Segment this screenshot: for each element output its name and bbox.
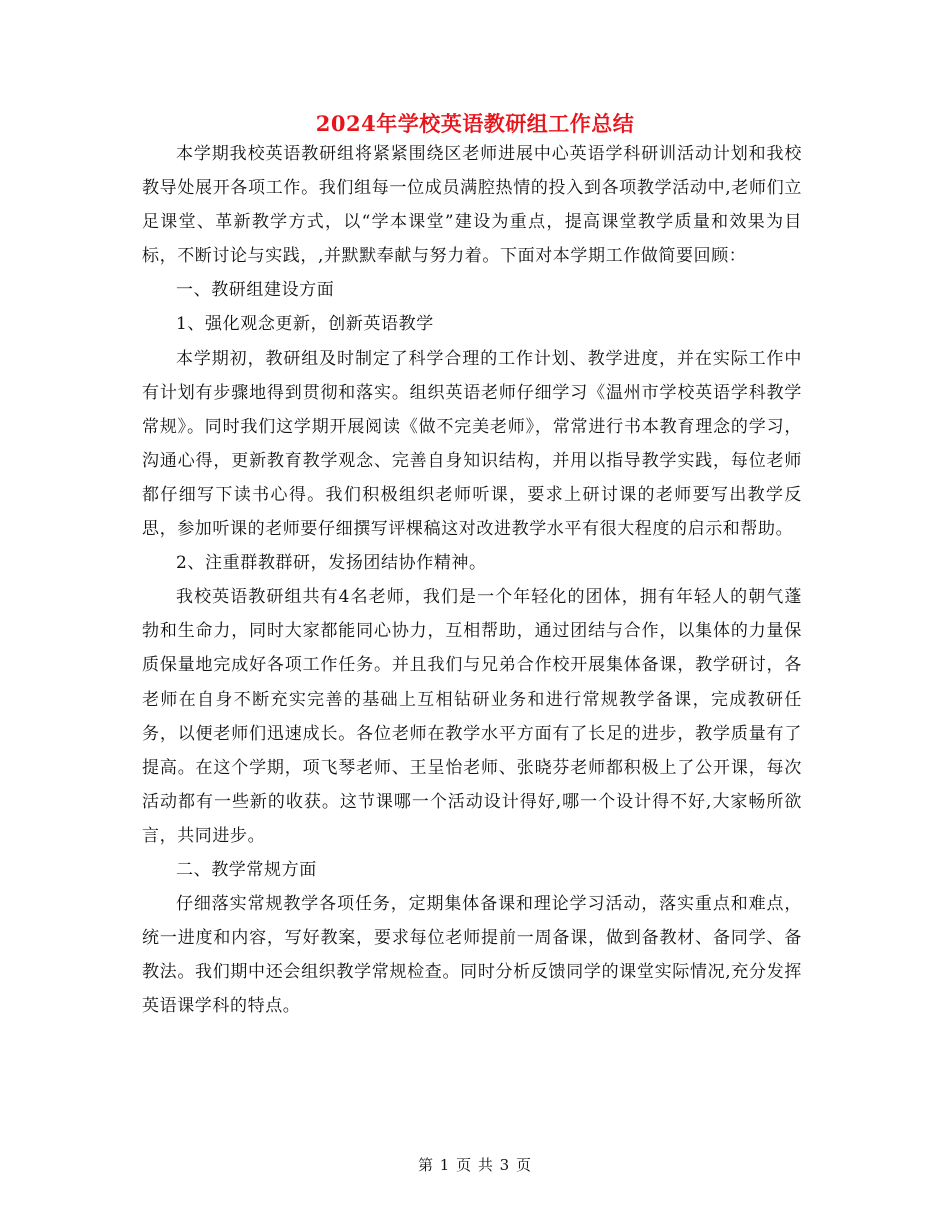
paragraph-team: 我校英语教研组共有4名老师，我们是一个年轻化的团体，拥有年轻人的朝气蓬勃和生命力，同时大家都能同心协力，互相帮助，通过团结与合作，以集体的力量保质保量地完成好各项工作任务。并且我们与兄弟合作校开展集体备课，教学研讨，各老师在自身不断充实完善的基础上互相钻研业务和进行常规教学备课，完成教研任务，以便老师们迅速成长。各位老师在教学水平方面有了长足的进步，教学质量有了提高。在这个学期，项飞琴老师、王呈怡老师、张晓芬老师都积极上了公开课，每次活动都有一些新的收获。这节课哪一个活动设计得好,哪一个设计得不好,大家畅所欲言，共同进步。 (142, 587, 802, 846)
paragraph-routine-tasks: 仔细落实常规教学各项任务，定期集体备课和理论学习活动，落实重点和难点，统一进度和内容，写好教案，要求每位老师提前一周备课，做到备教材、备同学、备教法。我们期中还会组织教学常规检查。同时分析反馈同学的课堂实际情况,充分发挥英语课学科的特点。 (142, 894, 802, 1017)
section-heading-teaching-research-group: 一、教研组建设方面 (176, 280, 335, 301)
intro-paragraph: 本学期我校英语教研组将紧紧围绕区老师进展中心英语学科研训活动计划和我校教导处展开各项工作。我们组每一位成员满腔热情的投入到各项教学活动中,老师们立足课堂、革新教学方式，以“学本课堂”建设为重点，提高课堂教学质量和效果为目标，不断讨论与实践，,并默默奉献与努力着。下面对本学期工作做简要回顾： (142, 144, 802, 267)
page-number-footer: 第 1 页 共 3 页 (418, 1156, 532, 1174)
subheading-collaboration: 2、注重群教群研，发扬团结协作精神。 (176, 553, 487, 574)
document-body (142, 137, 802, 1023)
subheading-concept-update: 1、强化观念更新，创新英语教学 (176, 314, 434, 335)
document-title: 2024年学校英语教研组工作总结 (315, 111, 635, 136)
paragraph-semester-plan: 本学期初，教研组及时制定了科学合理的工作计划、教学进度，并在实际工作中有计划有步骤地得到贯彻和落实。组织英语老师仔细学习《温州市学校英语学科教学常规》。同时我们这学期开展阅读《做不完美老师》，常常进行书本教育理念的学习，沟通心得，更新教育教学观念、完善自身知识结构，并用以指导教学实践，每位老师都仔细写下读书心得。我们积极组织老师听课，要求上研讨课的老师要写出教学反思，参加听课的老师要仔细撰写评棵稿这对改进教学水平有很大程度的启示和帮助。 (142, 348, 802, 540)
section-heading-teaching-routine: 二、教学常规方面 (176, 859, 317, 880)
